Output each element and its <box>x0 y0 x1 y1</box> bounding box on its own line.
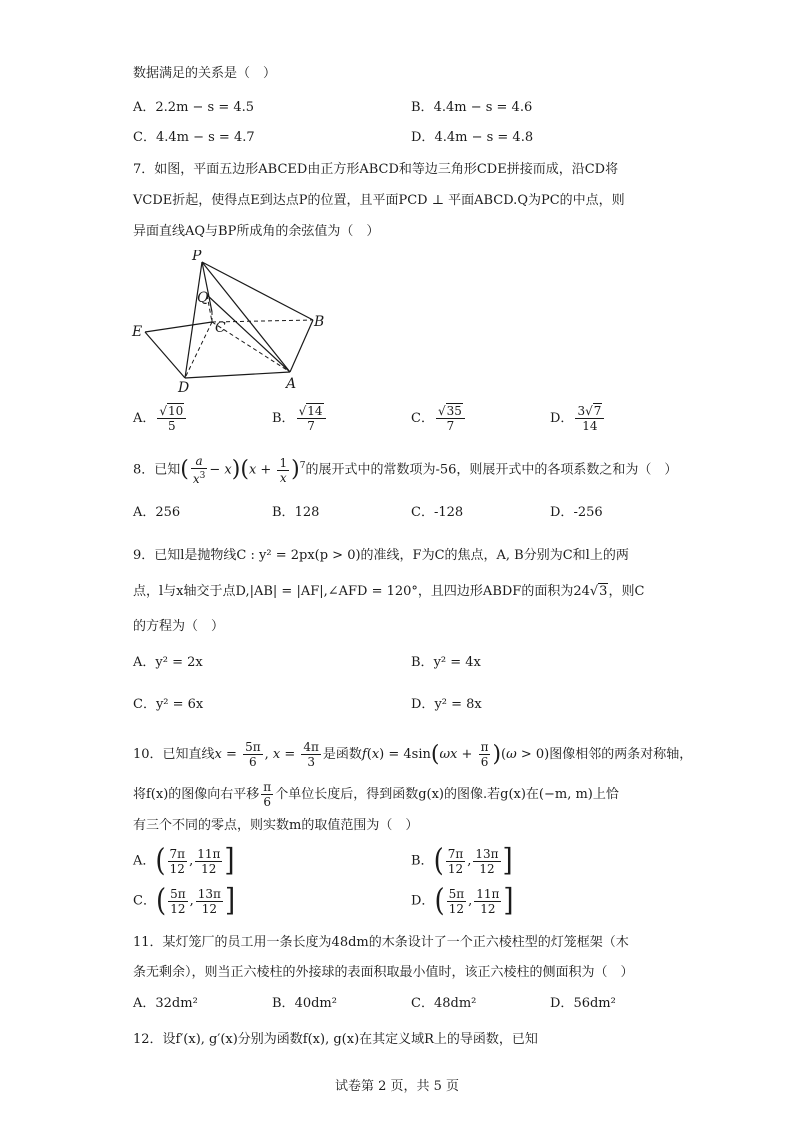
q11-line-2: 条无剩余），则当正六棱柱的外接球的表面积取最小值时，该正六棱柱的侧面积为（ ） <box>133 965 634 980</box>
q9-line-1: 9．已知l是抛物线C : y² = 2px(p > 0)的准线，F为C的焦点，A, B分别为C和l上的两 <box>133 548 629 563</box>
q11-option-a[interactable]: A．32dm² <box>133 996 198 1011</box>
label-a: A <box>286 376 297 392</box>
q7-line-1: 7．如图，平面五边形ABCED由正方形ABCD和等边三角形CDE拼接而成，沿CD将 <box>133 162 619 177</box>
q10-line-2: 将f(x)的图像向右平移 $\frac{\pi}{6}$ 个单位长度后，得到函数g(x)的图像.若g(x)在(−m, m)上恰 <box>133 780 619 809</box>
q8-option-c[interactable]: C．-128 <box>411 505 464 520</box>
q8-option-b[interactable]: B．128 <box>272 505 320 520</box>
q9-line-3: 的方程为（ ） <box>133 619 225 634</box>
q10-option-c[interactable]: C．( $\frac{5\pi}{12}$ , $\frac{13\pi}{12}$ ] <box>133 883 236 919</box>
q10-line-1: 10．已知直线x = $\frac{5\pi}{6}$ , x = $\frac{4\pi}{3}$ 是函数f(x) = 4sin(ωx + $\frac{\pi}{6}$ )(ω > 0)图像相邻的两条对称轴， <box>133 740 693 769</box>
q9-option-b[interactable]: B．y² = 4x <box>411 655 481 670</box>
page-footer: 试卷第 2 页，共 5 页 <box>334 1079 460 1094</box>
pyramid-figure <box>130 250 330 395</box>
label-q: Q <box>197 290 209 306</box>
q11-option-d[interactable]: D．56dm² <box>550 996 616 1011</box>
q9-option-a[interactable]: A．y² = 2x <box>133 655 203 670</box>
q9-option-d[interactable]: D．y² = 8x <box>411 697 482 712</box>
q6-text: 数据满足的关系是（ ） <box>133 66 277 81</box>
q7-line-2: VCDE折起，使得点E到达点P的位置，且平面PCD ⊥ 平面ABCD.Q为PC的中点，则 <box>133 193 625 208</box>
q11-option-c[interactable]: C．48dm² <box>411 996 477 1011</box>
q8-option-d[interactable]: D．-256 <box>550 505 603 520</box>
q8-option-a[interactable]: A．256 <box>133 505 181 520</box>
q8-stem: 8．已知( $\frac{a}{x^3}$ − x)(x + $\frac{1}{x}$ )$^7$的展开式中的常数项为-56，则展开式中的各项系数之和为（ ） <box>133 454 678 486</box>
q11-option-b[interactable]: B．40dm² <box>272 996 337 1011</box>
q10-line-3: 有三个不同的零点，则实数m的取值范围为（ ） <box>133 818 419 833</box>
q10-option-b[interactable]: B．( $\frac{7\pi}{12}$ , $\frac{13\pi}{12}$ ] <box>411 843 513 879</box>
label-b: B <box>314 314 325 330</box>
label-d: D <box>178 380 190 395</box>
q7-option-d[interactable]: D． $\frac{3√7}{14}$ <box>550 404 606 433</box>
q7-option-c[interactable]: C． $\frac{√35}{7}$ <box>411 404 467 433</box>
q9-line-2: 点，l与x轴交于点D,|AB| = |AF|,∠AFD = 120°，且四边形ABDF的面积为24√3，则C <box>133 584 645 599</box>
q7-option-a[interactable]: A． $\frac{√10}{5}$ <box>133 404 188 433</box>
label-c: C <box>215 320 226 336</box>
q10-option-d[interactable]: D．( $\frac{5\pi}{12}$ , $\frac{11\pi}{12}$ ] <box>411 883 514 919</box>
q6-option-a[interactable]: A．2.2m − s = 4.5 <box>133 100 255 115</box>
q6-option-c[interactable]: C．4.4m − s = 4.7 <box>133 130 255 145</box>
label-e: E <box>132 324 143 340</box>
q7-line-3: 异面直线AQ与BP所成角的余弦值为（ ） <box>133 224 380 239</box>
q12-line-1: 12．设f′(x), g′(x)分别为函数f(x), g(x)在其定义域R上的导函数，已知 <box>133 1032 538 1047</box>
q9-option-c[interactable]: C．y² = 6x <box>133 697 204 712</box>
label-p: P <box>192 250 202 264</box>
q7-option-b[interactable]: B． $\frac{√14}{7}$ <box>272 404 328 433</box>
q10-option-a[interactable]: A．( $\frac{7\pi}{12}$ , $\frac{11\pi}{12}$ ] <box>133 843 235 879</box>
q6-option-d[interactable]: D．4.4m − s = 4.8 <box>411 130 534 145</box>
q11-line-1: 11．某灯笼厂的员工用一条长度为48dm的木条设计了一个正六棱柱型的灯笼框架（木 <box>133 935 629 950</box>
q6-option-b[interactable]: B．4.4m − s = 4.6 <box>411 100 533 115</box>
